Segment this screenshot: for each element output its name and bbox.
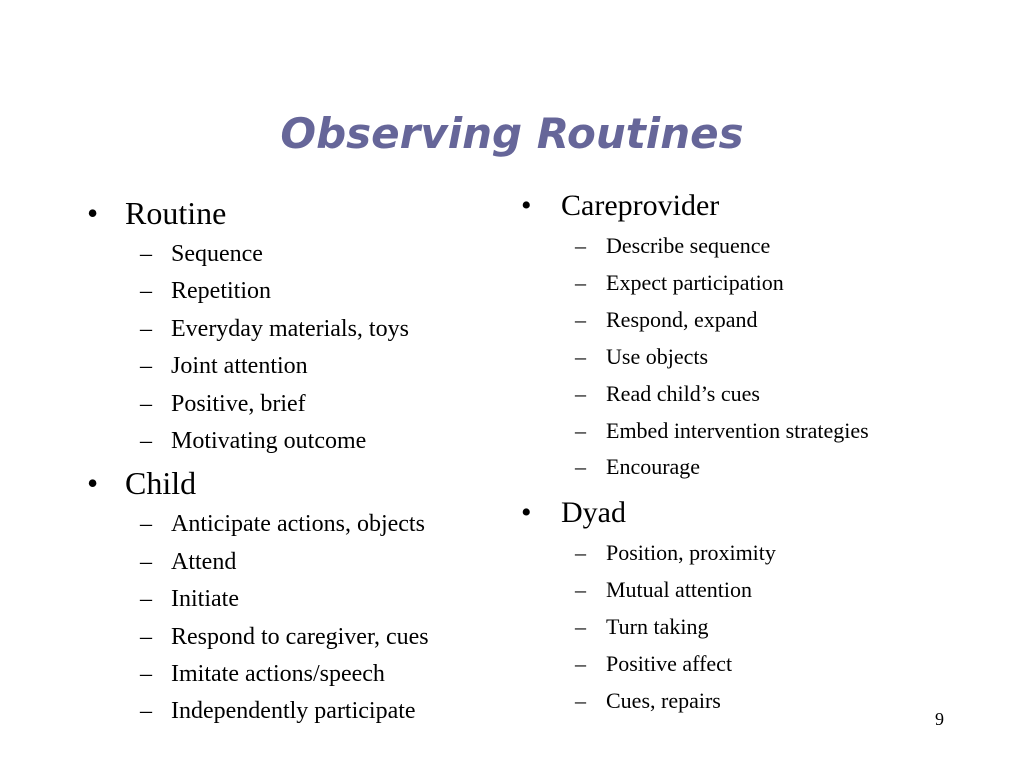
right-column — [521, 184, 1001, 720]
sub-item — [87, 619, 507, 656]
bullet-heading-label: Child — [125, 465, 197, 502]
dash-marker: – — [575, 269, 586, 295]
sub-list — [521, 535, 1001, 720]
dash-marker: – — [575, 540, 586, 566]
bullet-heading-label: Dyad — [561, 496, 626, 530]
sub-item-label: Repetition — [171, 278, 271, 305]
sub-item — [521, 646, 1001, 683]
sub-item-label: Anticipate actions, objects — [171, 511, 425, 538]
dash-marker: – — [575, 687, 586, 713]
sub-item — [87, 348, 507, 385]
sub-item — [87, 386, 507, 423]
sub-item-label: Respond, expand — [606, 306, 758, 332]
dash-marker: – — [575, 306, 586, 332]
sub-item — [87, 581, 507, 618]
dash-marker: – — [575, 454, 586, 480]
dash-marker: – — [140, 511, 152, 538]
dash-marker: – — [140, 241, 152, 267]
sub-item — [521, 609, 1001, 646]
dash-marker: – — [575, 380, 586, 406]
sub-item-label: Respond to caregiver, cues — [171, 623, 429, 650]
sub-item — [521, 228, 1001, 265]
dash-marker: – — [140, 428, 152, 455]
sub-item-label: Imitate actions/speech — [171, 661, 385, 688]
sub-item — [87, 236, 507, 273]
bullet-marker: • — [521, 189, 532, 222]
sub-item-label: Everyday materials, toys — [171, 315, 409, 342]
sub-item-label: Attend — [171, 548, 237, 575]
sub-item-label: Independently participate — [171, 698, 416, 725]
bullet-group-child — [87, 460, 507, 730]
dash-marker: – — [575, 651, 586, 677]
dash-marker: – — [140, 278, 152, 305]
sub-item — [87, 656, 507, 693]
dash-marker: – — [575, 417, 586, 443]
sub-item — [87, 506, 507, 543]
bullet-group-routine — [87, 190, 507, 460]
dash-marker: – — [140, 661, 152, 688]
sub-item-label: Cues, repairs — [606, 687, 721, 713]
bullet-heading — [521, 184, 1001, 228]
dash-marker: – — [140, 623, 152, 650]
dash-marker: – — [575, 614, 586, 640]
bullet-heading — [87, 190, 507, 236]
bullet-marker: • — [87, 465, 99, 502]
sub-list — [87, 506, 507, 730]
sub-item-label: Motivating outcome — [171, 428, 367, 455]
sub-item — [87, 423, 507, 460]
sub-item-label: Expect participation — [606, 269, 784, 295]
sub-item-label: Mutual attention — [606, 577, 753, 603]
sub-item — [521, 413, 1001, 450]
sub-item-label: Turn taking — [606, 614, 709, 640]
sub-item — [87, 544, 507, 581]
sub-item — [87, 311, 507, 348]
bullet-group-careprovider — [521, 184, 1001, 486]
sub-item — [521, 535, 1001, 572]
sub-item — [521, 339, 1001, 376]
sub-item-label: Embed intervention strategies — [606, 417, 869, 443]
sub-item — [521, 572, 1001, 609]
dash-marker: – — [140, 315, 152, 342]
sub-item-label: Positive affect — [606, 651, 733, 677]
dash-marker: – — [140, 698, 152, 725]
sub-item-label: Joint attention — [171, 353, 308, 380]
bullet-group-dyad — [521, 491, 1001, 720]
sub-item-label: Read child’s cues — [606, 380, 760, 406]
sub-item-label: Positive, brief — [171, 390, 306, 417]
dash-marker: – — [140, 390, 152, 417]
sub-item — [521, 449, 1001, 486]
sub-item — [521, 302, 1001, 339]
dash-marker: – — [575, 343, 586, 369]
dash-marker: – — [140, 353, 152, 380]
sub-item-label: Describe sequence — [606, 233, 771, 258]
left-column — [87, 190, 507, 731]
sub-item-label: Sequence — [171, 241, 263, 267]
dash-marker: – — [140, 586, 152, 613]
sub-item — [87, 273, 507, 310]
bullet-marker: • — [87, 195, 99, 231]
sub-item — [521, 376, 1001, 413]
sub-item-label: Position, proximity — [606, 540, 776, 566]
sub-item-label: Use objects — [606, 343, 709, 369]
sub-item-label: Encourage — [606, 454, 701, 480]
bullet-marker: • — [521, 496, 532, 530]
dash-marker: – — [575, 233, 586, 258]
bullet-heading — [521, 491, 1001, 535]
page-number: 9 — [935, 709, 944, 729]
sub-item — [521, 265, 1001, 302]
sub-item-label: Initiate — [171, 586, 239, 613]
dash-marker: – — [140, 548, 152, 575]
slide-title: Observing Routines — [280, 109, 744, 158]
dash-marker: – — [575, 577, 586, 603]
sub-list — [521, 228, 1001, 486]
bullet-heading-label: Careprovider — [561, 189, 720, 222]
bullet-heading-label: Routine — [125, 195, 227, 231]
sub-list — [87, 236, 507, 460]
bullet-heading — [87, 460, 507, 506]
sub-item — [87, 693, 507, 730]
